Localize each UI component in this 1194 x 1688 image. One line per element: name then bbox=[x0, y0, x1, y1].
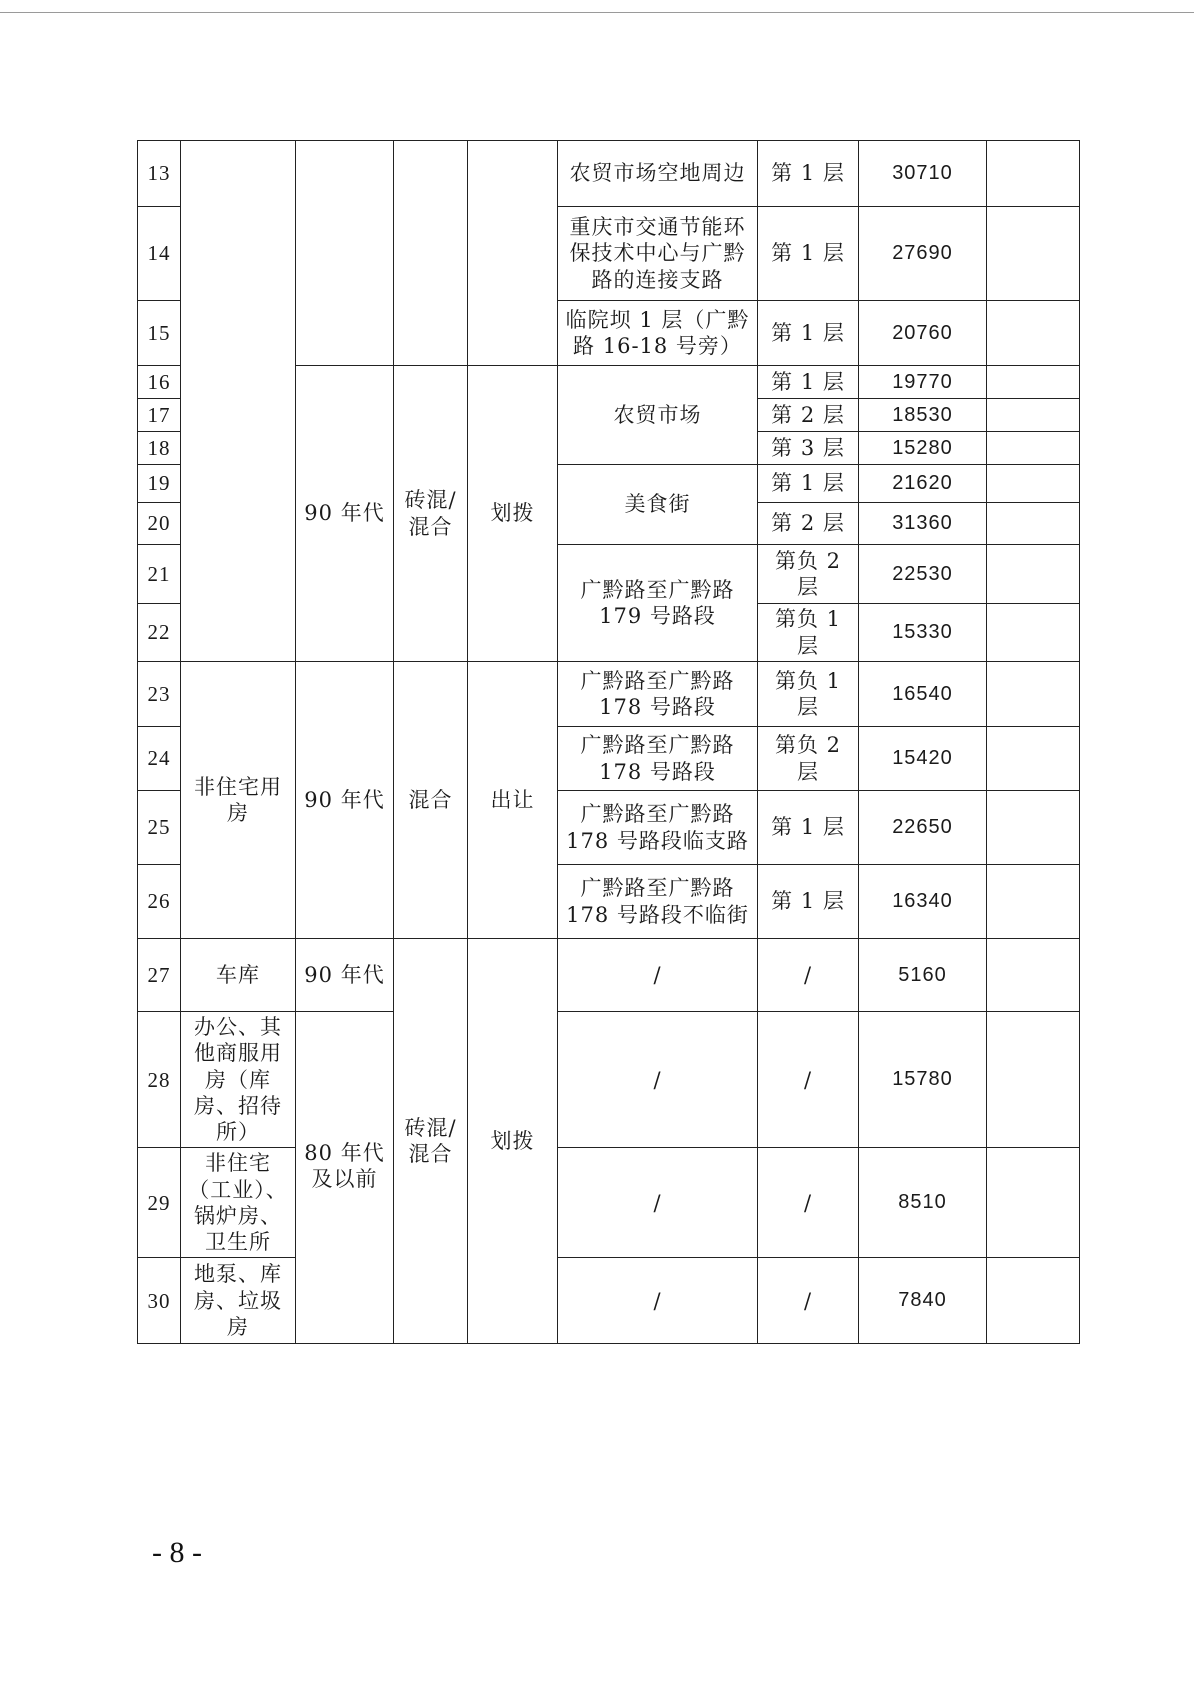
price-cell: 22530 bbox=[859, 545, 987, 604]
usage-cell: 非住宅用房 bbox=[181, 662, 296, 939]
remark-cell bbox=[987, 1012, 1080, 1148]
floor-cell: 第负 1 层 bbox=[758, 662, 859, 727]
price-cell: 15420 bbox=[859, 727, 987, 791]
era-cell: 90 年代 bbox=[296, 662, 394, 939]
land-cell bbox=[468, 141, 558, 366]
floor-cell: 第 1 层 bbox=[758, 141, 859, 207]
location-cell: 重庆市交通节能环保技术中心与广黔路的连接支路 bbox=[558, 207, 758, 301]
table-row bbox=[138, 939, 1080, 1012]
remark-cell bbox=[987, 1258, 1080, 1344]
price-cell: 18530 bbox=[859, 399, 987, 432]
era-cell: 90 年代 bbox=[296, 366, 394, 662]
table-row bbox=[138, 1148, 1080, 1258]
row-number: 21 bbox=[138, 545, 181, 604]
price-cell: 7840 bbox=[859, 1258, 987, 1344]
table-row bbox=[138, 1258, 1080, 1344]
floor-cell: 第负 1 层 bbox=[758, 604, 859, 662]
location-cell: 广黔路至广黔路 178 号路段 bbox=[558, 662, 758, 727]
floor-cell: / bbox=[758, 939, 859, 1012]
remark-cell bbox=[987, 727, 1080, 791]
structure-cell bbox=[394, 141, 468, 366]
remark-cell bbox=[987, 141, 1080, 207]
table-row bbox=[138, 141, 1080, 207]
remark-cell bbox=[987, 432, 1080, 465]
price-cell: 19770 bbox=[859, 366, 987, 399]
row-number: 22 bbox=[138, 604, 181, 662]
floor-cell: 第 1 层 bbox=[758, 366, 859, 399]
price-cell: 8510 bbox=[859, 1148, 987, 1258]
location-cell: 广黔路至广黔路 178 号路段不临街 bbox=[558, 865, 758, 939]
floor-cell: 第 1 层 bbox=[758, 465, 859, 503]
usage-cell: 办公、其他商服用房（库房、招待所） bbox=[181, 1012, 296, 1148]
floor-cell: 第 1 层 bbox=[758, 301, 859, 366]
price-cell: 5160 bbox=[859, 939, 987, 1012]
row-number: 16 bbox=[138, 366, 181, 399]
location-cell: / bbox=[558, 1258, 758, 1344]
floor-cell: 第 3 层 bbox=[758, 432, 859, 465]
price-cell: 31360 bbox=[859, 503, 987, 545]
floor-cell: 第 1 层 bbox=[758, 207, 859, 301]
row-number: 25 bbox=[138, 791, 181, 865]
top-rule bbox=[0, 12, 1194, 13]
remark-cell bbox=[987, 604, 1080, 662]
row-number: 28 bbox=[138, 1012, 181, 1148]
remark-cell bbox=[987, 865, 1080, 939]
row-number: 20 bbox=[138, 503, 181, 545]
location-cell: / bbox=[558, 1012, 758, 1148]
remark-cell bbox=[987, 399, 1080, 432]
location-cell: 农贸市场空地周边 bbox=[558, 141, 758, 207]
structure-cell: 砖混/混合 bbox=[394, 366, 468, 662]
price-cell: 15330 bbox=[859, 604, 987, 662]
floor-cell: 第 2 层 bbox=[758, 399, 859, 432]
usage-cell: 地泵、库房、垃圾房 bbox=[181, 1258, 296, 1344]
usage-cell: 车库 bbox=[181, 939, 296, 1012]
location-cell: 广黔路至广黔路 179 号路段 bbox=[558, 545, 758, 662]
price-cell: 30710 bbox=[859, 141, 987, 207]
era-cell: 90 年代 bbox=[296, 939, 394, 1012]
table-row bbox=[138, 662, 1080, 727]
price-cell: 16540 bbox=[859, 662, 987, 727]
structure-cell: 砖混/混合 bbox=[394, 939, 468, 1344]
price-cell: 22650 bbox=[859, 791, 987, 865]
remark-cell bbox=[987, 662, 1080, 727]
row-number: 14 bbox=[138, 207, 181, 301]
table-row bbox=[138, 1012, 1080, 1148]
remark-cell bbox=[987, 939, 1080, 1012]
era-cell: 80 年代及以前 bbox=[296, 1012, 394, 1344]
row-number: 18 bbox=[138, 432, 181, 465]
remark-cell bbox=[987, 791, 1080, 865]
price-cell: 15280 bbox=[859, 432, 987, 465]
remark-cell bbox=[987, 503, 1080, 545]
location-cell: 农贸市场 bbox=[558, 366, 758, 465]
price-cell: 16340 bbox=[859, 865, 987, 939]
floor-cell: 第 2 层 bbox=[758, 503, 859, 545]
row-number: 27 bbox=[138, 939, 181, 1012]
price-table bbox=[137, 140, 1080, 1344]
remark-cell bbox=[987, 545, 1080, 604]
price-cell: 15780 bbox=[859, 1012, 987, 1148]
row-number: 23 bbox=[138, 662, 181, 727]
floor-cell: / bbox=[758, 1012, 859, 1148]
row-number: 19 bbox=[138, 465, 181, 503]
era-cell bbox=[296, 141, 394, 366]
location-cell: 广黔路至广黔路 178 号路段 bbox=[558, 727, 758, 791]
floor-cell: 第负 2 层 bbox=[758, 545, 859, 604]
row-number: 24 bbox=[138, 727, 181, 791]
location-cell: 临院坝 1 层（广黔路 16-18 号旁） bbox=[558, 301, 758, 366]
remark-cell bbox=[987, 465, 1080, 503]
row-number: 13 bbox=[138, 141, 181, 207]
location-cell: / bbox=[558, 939, 758, 1012]
row-number: 15 bbox=[138, 301, 181, 366]
usage-cell: 非住宅（工业）、锅炉房、卫生所 bbox=[181, 1148, 296, 1258]
remark-cell bbox=[987, 1148, 1080, 1258]
floor-cell: 第 1 层 bbox=[758, 865, 859, 939]
row-number: 26 bbox=[138, 865, 181, 939]
floor-cell: 第 1 层 bbox=[758, 791, 859, 865]
location-cell: / bbox=[558, 1148, 758, 1258]
location-cell: 广黔路至广黔路 178 号路段临支路 bbox=[558, 791, 758, 865]
page-number: - 8 - bbox=[152, 1536, 202, 1569]
remark-cell bbox=[987, 366, 1080, 399]
price-cell: 20760 bbox=[859, 301, 987, 366]
floor-cell: / bbox=[758, 1258, 859, 1344]
floor-cell: 第负 2 层 bbox=[758, 727, 859, 791]
structure-cell: 混合 bbox=[394, 662, 468, 939]
price-cell: 27690 bbox=[859, 207, 987, 301]
row-number: 30 bbox=[138, 1258, 181, 1344]
location-cell: 美食街 bbox=[558, 465, 758, 545]
land-cell: 划拨 bbox=[468, 366, 558, 662]
remark-cell bbox=[987, 207, 1080, 301]
row-number: 17 bbox=[138, 399, 181, 432]
row-number: 29 bbox=[138, 1148, 181, 1258]
land-cell: 划拨 bbox=[468, 939, 558, 1344]
land-cell: 出让 bbox=[468, 662, 558, 939]
usage-cell bbox=[181, 141, 296, 662]
floor-cell: / bbox=[758, 1148, 859, 1258]
price-cell: 21620 bbox=[859, 465, 987, 503]
remark-cell bbox=[987, 301, 1080, 366]
